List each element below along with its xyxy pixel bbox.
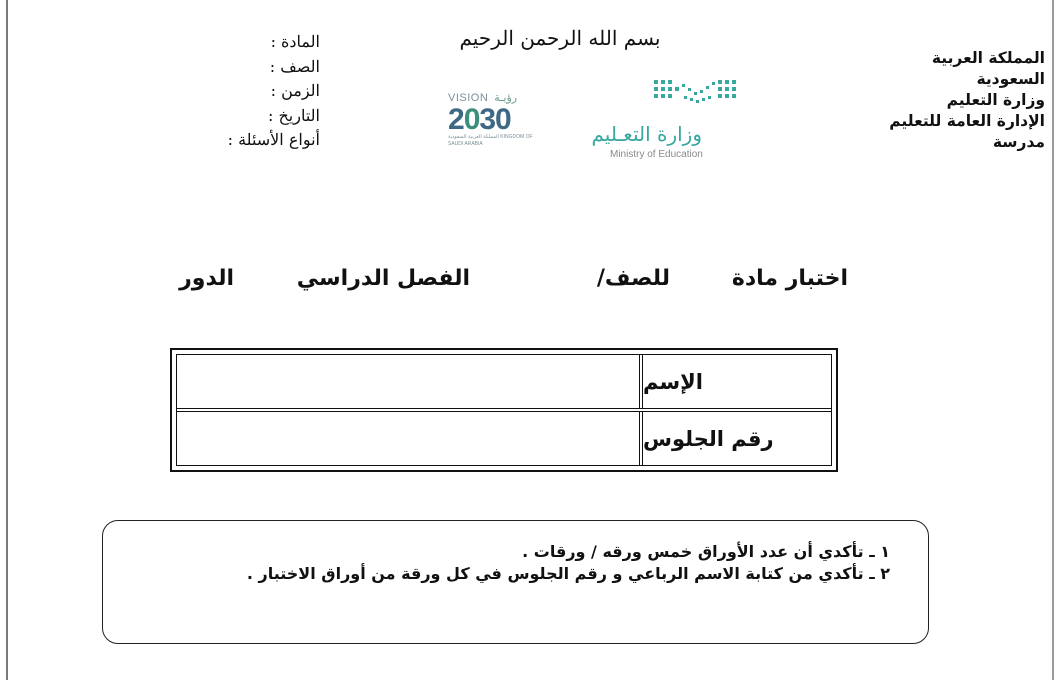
institution-header: [860, 48, 1045, 153]
basmala: بسم الله الرحمن الرحيم: [459, 26, 661, 50]
student-id-table: [170, 348, 838, 472]
seat-number-label: رقم الجلوس: [643, 426, 774, 451]
name-label: الإسم: [643, 369, 703, 394]
exam-grade-label: للصف/: [596, 266, 670, 291]
vision-label-en: VISION: [448, 92, 489, 104]
exam-round-label: الدور: [179, 266, 234, 291]
date-field: التاريخ :: [267, 105, 320, 125]
exam-info-fields: [190, 30, 320, 153]
school-line: مدرسة: [992, 133, 1045, 151]
moe-name-ar: وزارة التعـليم: [591, 122, 702, 146]
exam-title: [170, 262, 870, 302]
exam-semester-label: الفصل الدراسي: [296, 266, 470, 291]
vision-label-ar: رؤيـة: [494, 92, 518, 104]
moe-name-en: Ministry of Education: [610, 149, 703, 160]
vision-kingdom-text: المملكة العربية السعودية KINGDOM OF SAUDI ARABIA: [448, 134, 533, 147]
subject-field: المادة :: [270, 32, 320, 51]
name-entry-cell[interactable]: [177, 355, 643, 408]
exam-subject-label: اختبار مادة: [731, 266, 848, 291]
question-types-field: أنواع الأسئلة :: [227, 130, 320, 149]
ministry-of-education-logo: [591, 76, 758, 166]
duration-field: الزمن :: [270, 81, 320, 100]
vision-2030-logo: [448, 88, 538, 154]
moe-dots-icon: [598, 76, 758, 126]
directorate-line: الإدارة العامة للتعليم: [889, 112, 1045, 130]
page-left-edge: [6, 0, 8, 680]
seat-number-row: [177, 408, 831, 465]
instruction-item: ٢ ـ تأكدي من كتابة الاسم الرباعي و رقم الجلوس في كل ورقة من أوراق الاختبار .: [246, 564, 890, 583]
ministry-line: وزارة التعليم: [946, 91, 1045, 109]
instructions-box: [102, 520, 929, 644]
vision-year: 2030: [448, 103, 511, 136]
kingdom-line: المملكة العربية السعودية: [931, 49, 1045, 88]
instruction-item: ١ ـ تأكدي أن عدد الأوراق خمس ورقه / ورقات .: [522, 542, 890, 561]
page-right-edge: [1052, 0, 1054, 680]
seat-number-entry-cell[interactable]: [177, 412, 643, 465]
name-row: [177, 355, 831, 408]
grade-field: الصف :: [269, 56, 320, 76]
